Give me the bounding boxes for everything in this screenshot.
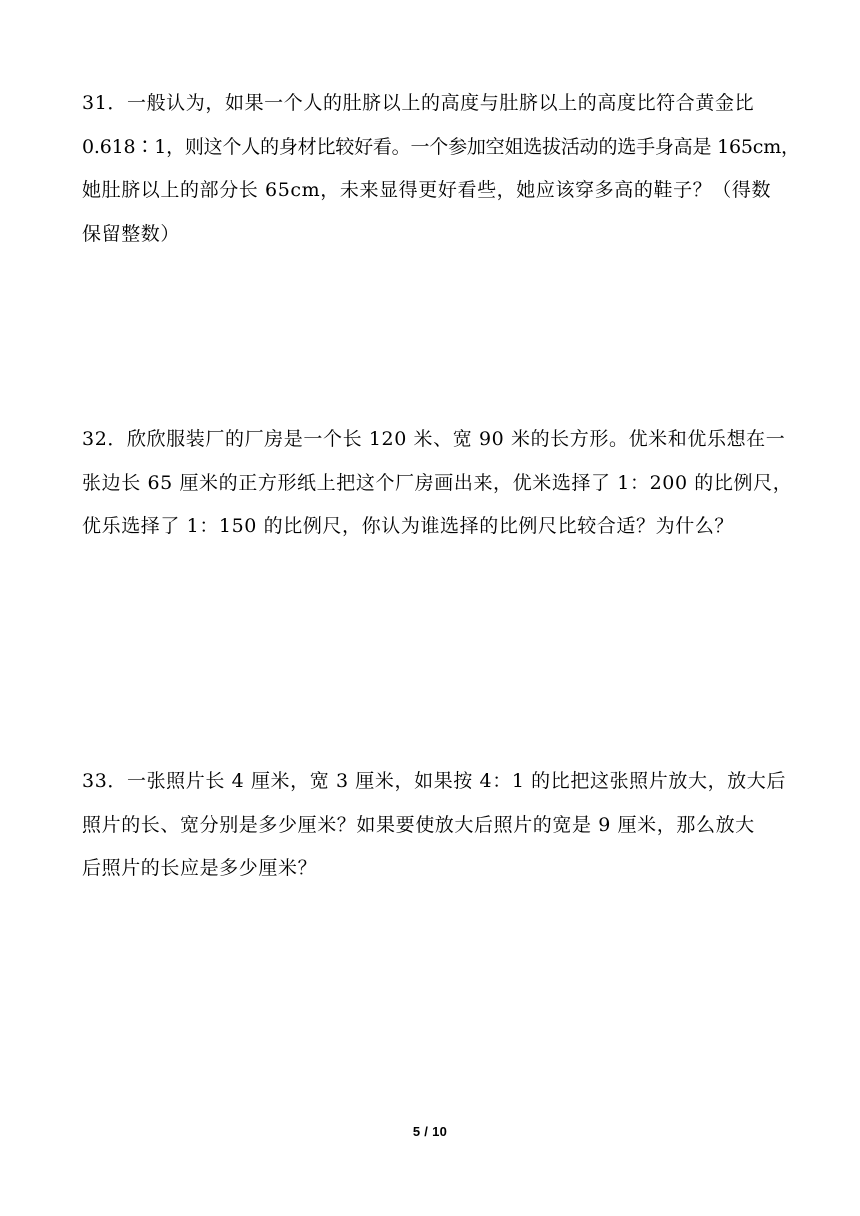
- question-32-line-2: 张边长 65 厘米的正方形纸上把这个厂房画出来，优米选择了 1：200 的比例尺，: [82, 471, 793, 494]
- page-number: 5 / 10: [412, 1124, 448, 1139]
- question-32: [82, 418, 793, 549]
- question-31: [82, 82, 800, 256]
- question-31-line-4: 保留整数）: [82, 222, 181, 245]
- question-31-line-2: 0.618∶1，则这个人的身材比较好看。一个参加空姐选拔活动的选手身高是 165cm，: [82, 135, 800, 158]
- question-33: [82, 760, 786, 891]
- question-31-line-1: 31．一般认为，如果一个人的肚脐以上的高度与肚脐以上的高度比符合黄金比: [82, 92, 755, 114]
- question-33-line-3: 后照片的长应是多少厘米？: [82, 857, 318, 879]
- question-33-line-2: 照片的长、宽分别是多少厘米？如果要使放大后照片的宽是 9 厘米，那么放大: [82, 813, 755, 836]
- question-33-line-1: 33．一张照片长 4 厘米，宽 3 厘米，如果按 4：1 的比把这张照片放大，放大后: [82, 770, 786, 792]
- question-32-line-1: 32．欣欣服装厂的厂房是一个长 120 米、宽 90 米的长方形。优米和优乐想在一: [82, 428, 786, 450]
- question-32-line-3: 优乐选择了 1：150 的比例尺，你认为谁选择的比例尺比较合适？为什么？: [82, 515, 735, 537]
- question-31-line-3: 她肚脐以上的部分长 65cm，未来显得更好看些，她应该穿多高的鞋子？（得数: [82, 179, 772, 201]
